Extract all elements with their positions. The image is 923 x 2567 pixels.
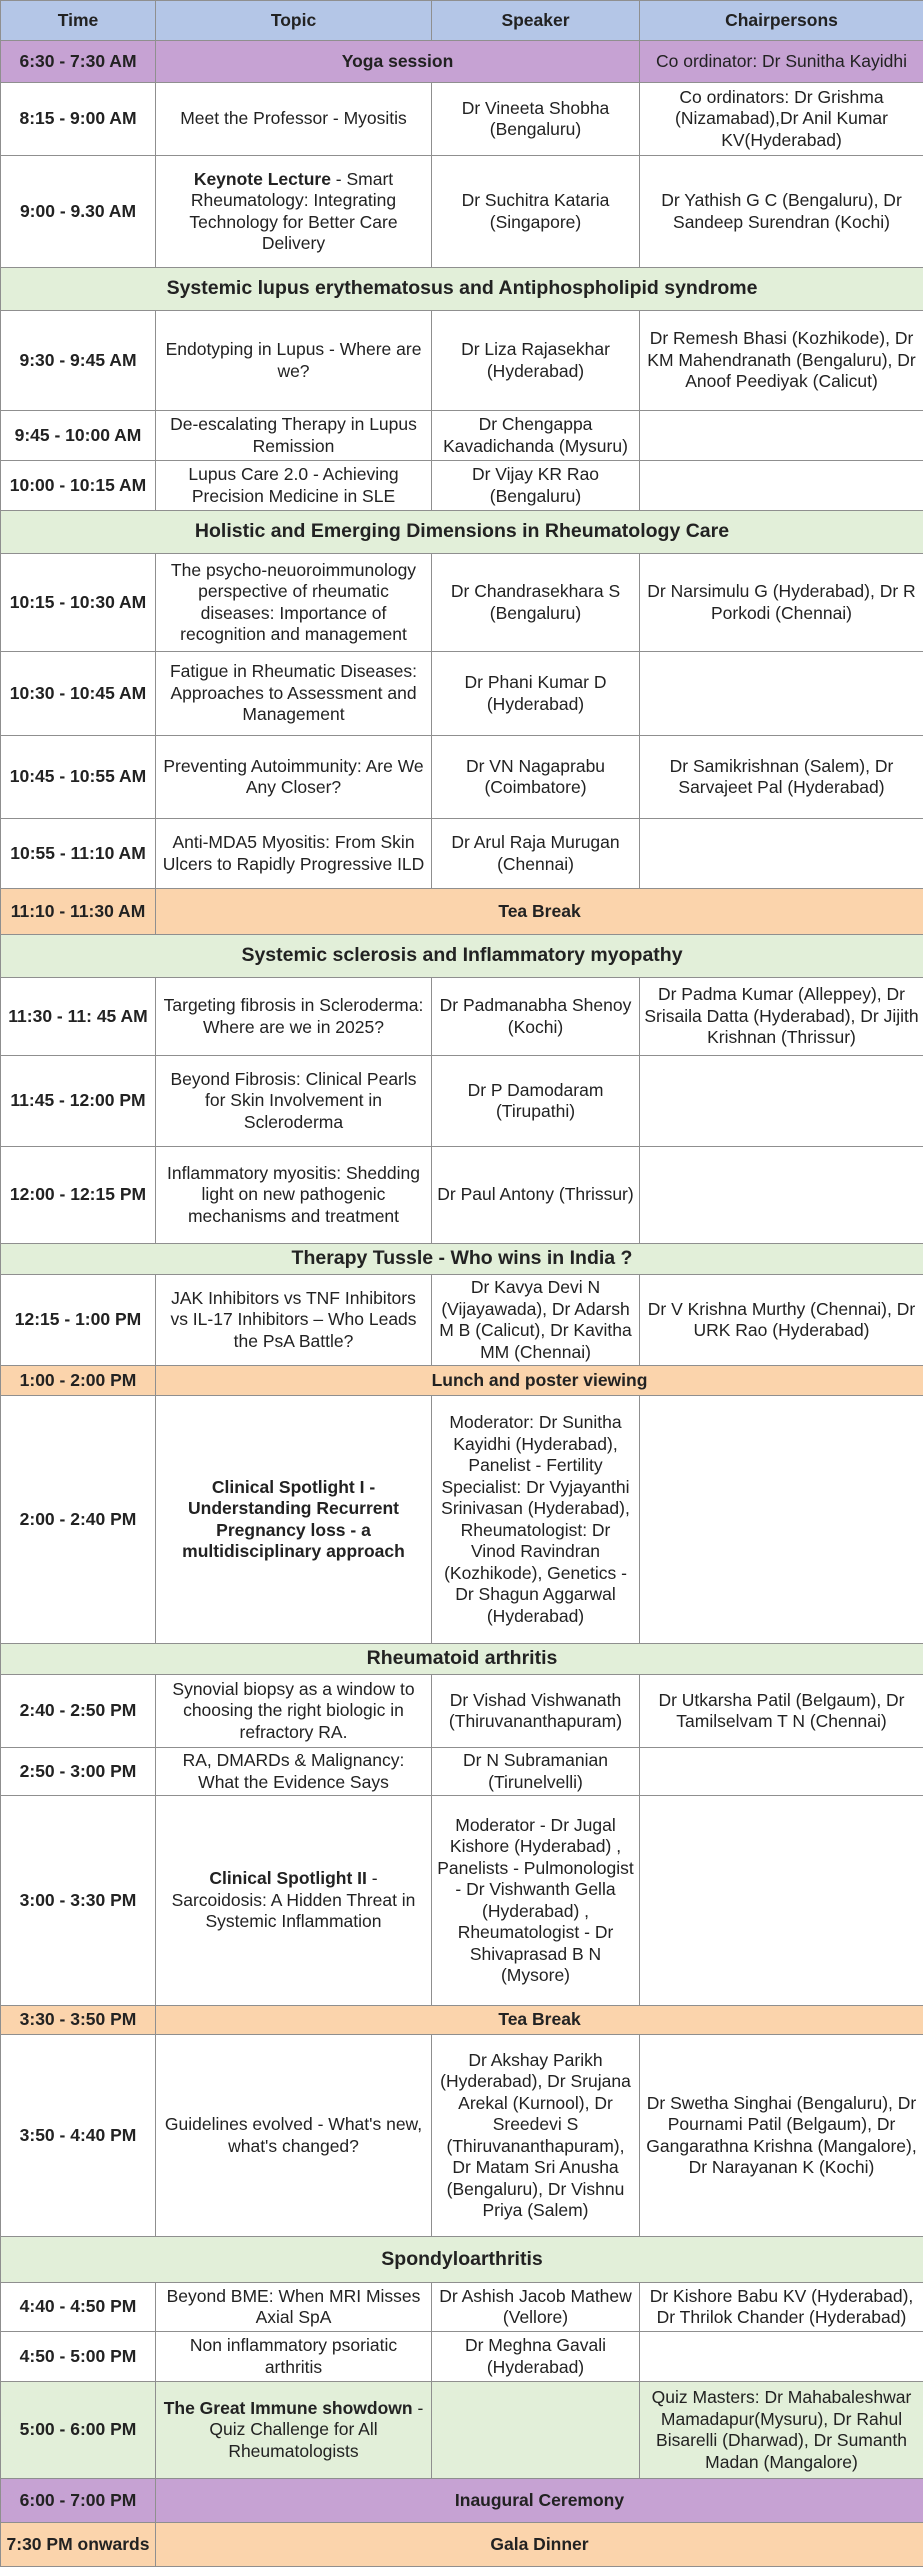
speaker-cell: Dr Vishad Vishwanath (Thiruvananthapuram) bbox=[432, 1675, 640, 1748]
section-row-spa bbox=[1, 2237, 923, 2283]
speaker-cell: Dr Arul Raja Murugan (Chennai) bbox=[432, 819, 640, 889]
time-cell: 5:00 - 6:00 PM bbox=[1, 2382, 156, 2479]
topic-cell: Meet the Professor - Myositis bbox=[156, 83, 432, 156]
topic-rest: - Sarcoidosis: A Hidden Threat in Systemic Inflammation bbox=[172, 1868, 416, 1931]
section-row-ra bbox=[1, 1644, 923, 1675]
topic-cell: Non inflammatory psoriatic arthritis bbox=[156, 2332, 432, 2382]
time-cell: 10:15 - 10:30 AM bbox=[1, 554, 156, 652]
session-title: Tea Break bbox=[156, 889, 923, 935]
chair-cell bbox=[640, 652, 923, 736]
topic-cell: Synovial biopsy as a window to choosing the right biologic in refractory RA. bbox=[156, 1675, 432, 1748]
time-cell: 11:10 - 11:30 AM bbox=[1, 889, 156, 935]
chair-cell bbox=[640, 1748, 923, 1796]
chair-cell: Dr Narsimulu G (Hyderabad), Dr R Porkodi (Chennai) bbox=[640, 554, 923, 652]
topic-cell bbox=[156, 156, 432, 268]
table-row bbox=[1, 83, 923, 156]
speaker-cell: Dr Akshay Parikh (Hyderabad), Dr Srujana Arekal (Kurnool), Dr Sreedevi S (Thiruvananthapuram), Dr Matam Sri Anusha (Bengaluru), Dr Vishnu Priya (Salem) bbox=[432, 2035, 640, 2237]
header-row bbox=[1, 1, 923, 41]
chair-cell: Dr Samikrishnan (Salem), Dr Sarvajeet Pal (Hyderabad) bbox=[640, 736, 923, 819]
section-title: Rheumatoid arthritis bbox=[1, 1644, 923, 1675]
chair-cell bbox=[640, 819, 923, 889]
table-row bbox=[1, 652, 923, 736]
topic-bold: Keynote Lecture bbox=[194, 169, 331, 189]
section-row-therapy-tussle bbox=[1, 1244, 923, 1275]
chair-cell: Dr V Krishna Murthy (Chennai), Dr URK Rao (Hyderabad) bbox=[640, 1275, 923, 1366]
table-row bbox=[1, 1748, 923, 1796]
time-cell: 1:00 - 2:00 PM bbox=[1, 1366, 156, 1396]
time-cell: 11:45 - 12:00 PM bbox=[1, 1056, 156, 1147]
time-cell: 3:00 - 3:30 PM bbox=[1, 1796, 156, 2006]
chair-cell bbox=[640, 1796, 923, 2006]
table-row bbox=[1, 1796, 923, 2006]
chair-cell bbox=[640, 1056, 923, 1147]
tea-break-row bbox=[1, 2006, 923, 2035]
speaker-cell: Moderator: Dr Sunitha Kayidhi (Hyderabad), Panelist - Fertility Specialist: Dr Vyjayanthi Srinivasan (Hyderabad), Rheumatologist: Dr Vinod Ravindran (Kozhikode), Genetics - Dr Shagun Aggarwal (Hyderabad) bbox=[432, 1396, 640, 1644]
topic-cell: Anti-MDA5 Myositis: From Skin Ulcers to Rapidly Progressive ILD bbox=[156, 819, 432, 889]
table-row bbox=[1, 411, 923, 461]
time-cell: 9:45 - 10:00 AM bbox=[1, 411, 156, 461]
topic-cell bbox=[156, 1796, 432, 2006]
time-cell: 6:00 - 7:00 PM bbox=[1, 2479, 156, 2523]
inaugural-row bbox=[1, 2479, 923, 2523]
speaker-cell: Dr P Damodaram (Tirupathi) bbox=[432, 1056, 640, 1147]
section-title: Systemic lupus erythematosus and Antiphospholipid syndrome bbox=[1, 268, 923, 311]
time-cell: 12:15 - 1:00 PM bbox=[1, 1275, 156, 1366]
chair-cell bbox=[640, 411, 923, 461]
session-title: Inaugural Ceremony bbox=[156, 2479, 923, 2523]
table-row bbox=[1, 736, 923, 819]
chair-cell: Dr Kishore Babu KV (Hyderabad), Dr Thrilok Chander (Hyderabad) bbox=[640, 2283, 923, 2332]
table-row bbox=[1, 554, 923, 652]
topic-cell: Endotyping in Lupus - Where are we? bbox=[156, 311, 432, 411]
table-row bbox=[1, 1147, 923, 1244]
session-title: Lunch and poster viewing bbox=[156, 1366, 923, 1396]
topic-cell: Targeting fibrosis in Scleroderma: Where are we in 2025? bbox=[156, 978, 432, 1056]
topic-cell: Guidelines evolved - What's new, what's changed? bbox=[156, 2035, 432, 2237]
speaker-cell bbox=[432, 2382, 640, 2479]
topic-rest: - Smart Rheumatology: Integrating Technology for Better Care Delivery bbox=[189, 169, 397, 254]
chair-cell: Co ordinators: Dr Grishma (Nizamabad),Dr Anil Kumar KV(Hyderabad) bbox=[640, 83, 923, 156]
time-cell: 10:30 - 10:45 AM bbox=[1, 652, 156, 736]
chair-cell: Quiz Masters: Dr Mahabaleshwar Mamadapur(Mysuru), Dr Rahul Bisarelli (Dharwad), Dr Sumanth Madan (Mangalore) bbox=[640, 2382, 923, 2479]
quiz-row bbox=[1, 2382, 923, 2479]
speaker-cell: Moderator - Dr Jugal Kishore (Hyderabad) , Panelists - Pulmonologist - Dr Vishwanth Gella (Hyderabad) , Rheumatologist - Dr Shivaprasad B N (Mysore) bbox=[432, 1796, 640, 2006]
chair-cell: Dr Padma Kumar (Alleppey), Dr Srisaila Datta (Hyderabad), Dr Jijith Krishnan (Thrissur) bbox=[640, 978, 923, 1056]
table-row bbox=[1, 1275, 923, 1366]
topic-cell: Fatigue in Rheumatic Diseases: Approaches to Assessment and Management bbox=[156, 652, 432, 736]
time-cell: 10:55 - 11:10 AM bbox=[1, 819, 156, 889]
time-cell: 2:00 - 2:40 PM bbox=[1, 1396, 156, 1644]
speaker-cell: Dr Phani Kumar D (Hyderabad) bbox=[432, 652, 640, 736]
section-title: Therapy Tussle - Who wins in India ? bbox=[1, 1244, 923, 1275]
topic-rest: - Quiz Challenge for All Rheumatologists bbox=[209, 2398, 423, 2461]
speaker-cell: Dr Suchitra Kataria (Singapore) bbox=[432, 156, 640, 268]
table-row bbox=[1, 2035, 923, 2237]
header-time: Time bbox=[1, 1, 156, 41]
speaker-cell: Dr Chandrasekhara S (Bengaluru) bbox=[432, 554, 640, 652]
topic-cell: Beyond Fibrosis: Clinical Pearls for Skin Involvement in Scleroderma bbox=[156, 1056, 432, 1147]
section-title: Holistic and Emerging Dimensions in Rheumatology Care bbox=[1, 511, 923, 554]
speaker-cell: Dr Padmanabha Shenoy (Kochi) bbox=[432, 978, 640, 1056]
topic-cell bbox=[156, 2382, 432, 2479]
time-cell: 10:00 - 10:15 AM bbox=[1, 461, 156, 511]
time-cell: 11:30 - 11: 45 AM bbox=[1, 978, 156, 1056]
speaker-cell: Dr Kavya Devi N (Vijayawada), Dr Adarsh M B (Calicut), Dr Kavitha MM (Chennai) bbox=[432, 1275, 640, 1366]
topic-cell: JAK Inhibitors vs TNF Inhibitors vs IL-17 Inhibitors – Who Leads the PsA Battle? bbox=[156, 1275, 432, 1366]
time-cell: 3:30 - 3:50 PM bbox=[1, 2006, 156, 2035]
chair-cell: Dr Remesh Bhasi (Kozhikode), Dr KM Mahendranath (Bengaluru), Dr Anoof Peediyak (Calicut) bbox=[640, 311, 923, 411]
topic-cell: Lupus Care 2.0 - Achieving Precision Medicine in SLE bbox=[156, 461, 432, 511]
time-cell: 3:50 - 4:40 PM bbox=[1, 2035, 156, 2237]
chair-cell: Dr Swetha Singhai (Bengaluru), Dr Pournami Patil (Belgaum), Dr Gangarathna Krishna (Mangalore), Dr Narayanan K (Kochi) bbox=[640, 2035, 923, 2237]
speaker-cell: Dr Vijay KR Rao (Bengaluru) bbox=[432, 461, 640, 511]
table-row bbox=[1, 311, 923, 411]
table-row bbox=[1, 819, 923, 889]
topic-bold: Clinical Spotlight II bbox=[209, 1868, 367, 1888]
table-row bbox=[1, 978, 923, 1056]
tea-break-row bbox=[1, 889, 923, 935]
lunch-row bbox=[1, 1366, 923, 1396]
table-row bbox=[1, 156, 923, 268]
topic-cell: The psycho-neuoroimmunology perspective of rheumatic diseases: Importance of recognition and management bbox=[156, 554, 432, 652]
section-title: Systemic sclerosis and Inflammatory myopathy bbox=[1, 935, 923, 978]
chair-cell: Co ordinator: Dr Sunitha Kayidhi bbox=[640, 41, 923, 83]
time-cell: 9:30 - 9:45 AM bbox=[1, 311, 156, 411]
speaker-cell: Dr Chengappa Kavadichanda (Mysuru) bbox=[432, 411, 640, 461]
session-title: Gala Dinner bbox=[156, 2523, 923, 2567]
speaker-cell: Dr VN Nagaprabu (Coimbatore) bbox=[432, 736, 640, 819]
table-row bbox=[1, 1675, 923, 1748]
table-row bbox=[1, 461, 923, 511]
yoga-row bbox=[1, 41, 923, 83]
topic-cell: Preventing Autoimmunity: Are We Any Closer? bbox=[156, 736, 432, 819]
chair-cell bbox=[640, 2332, 923, 2382]
time-cell: 4:40 - 4:50 PM bbox=[1, 2283, 156, 2332]
speaker-cell: Dr Vineeta Shobha (Bengaluru) bbox=[432, 83, 640, 156]
time-cell: 12:00 - 12:15 PM bbox=[1, 1147, 156, 1244]
speaker-cell: Dr Liza Rajasekhar (Hyderabad) bbox=[432, 311, 640, 411]
time-cell: 4:50 - 5:00 PM bbox=[1, 2332, 156, 2382]
speaker-cell: Dr Ashish Jacob Mathew (Vellore) bbox=[432, 2283, 640, 2332]
topic-bold: The Great Immune showdown bbox=[164, 2398, 413, 2418]
session-title: Yoga session bbox=[156, 41, 640, 83]
section-title: Spondyloarthritis bbox=[1, 2237, 923, 2283]
topic-cell: Inflammatory myositis: Shedding light on new pathogenic mechanisms and treatment bbox=[156, 1147, 432, 1244]
time-cell: 2:50 - 3:00 PM bbox=[1, 1748, 156, 1796]
session-title: Tea Break bbox=[156, 2006, 923, 2035]
topic-cell: De-escalating Therapy in Lupus Remission bbox=[156, 411, 432, 461]
time-cell: 9:00 - 9.30 AM bbox=[1, 156, 156, 268]
time-cell: 8:15 - 9:00 AM bbox=[1, 83, 156, 156]
time-cell: 10:45 - 10:55 AM bbox=[1, 736, 156, 819]
table-row bbox=[1, 2283, 923, 2332]
table-row bbox=[1, 1396, 923, 1644]
header-chairpersons: Chairpersons bbox=[640, 1, 923, 41]
speaker-cell: Dr Meghna Gavali (Hyderabad) bbox=[432, 2332, 640, 2382]
chair-cell bbox=[640, 1396, 923, 1644]
topic-cell: Beyond BME: When MRI Misses Axial SpA bbox=[156, 2283, 432, 2332]
speaker-cell: Dr Paul Antony (Thrissur) bbox=[432, 1147, 640, 1244]
section-row-sle bbox=[1, 268, 923, 311]
topic-cell: Clinical Spotlight I - Understanding Recurrent Pregnancy loss - a multidisciplinary approach bbox=[156, 1396, 432, 1644]
time-cell: 7:30 PM onwards bbox=[1, 2523, 156, 2567]
table-row bbox=[1, 2332, 923, 2382]
chair-cell bbox=[640, 1147, 923, 1244]
time-cell: 6:30 - 7:30 AM bbox=[1, 41, 156, 83]
header-topic: Topic bbox=[156, 1, 432, 41]
chair-cell bbox=[640, 461, 923, 511]
chair-cell: Dr Yathish G C (Bengaluru), Dr Sandeep Surendran (Kochi) bbox=[640, 156, 923, 268]
section-row-holistic bbox=[1, 511, 923, 554]
section-row-ssc bbox=[1, 935, 923, 978]
topic-cell: RA, DMARDs & Malignancy: What the Evidence Says bbox=[156, 1748, 432, 1796]
header-speaker: Speaker bbox=[432, 1, 640, 41]
table-row bbox=[1, 1056, 923, 1147]
speaker-cell: Dr N Subramanian (Tirunelvelli) bbox=[432, 1748, 640, 1796]
time-cell: 2:40 - 2:50 PM bbox=[1, 1675, 156, 1748]
chair-cell: Dr Utkarsha Patil (Belgaum), Dr Tamilselvam T N (Chennai) bbox=[640, 1675, 923, 1748]
